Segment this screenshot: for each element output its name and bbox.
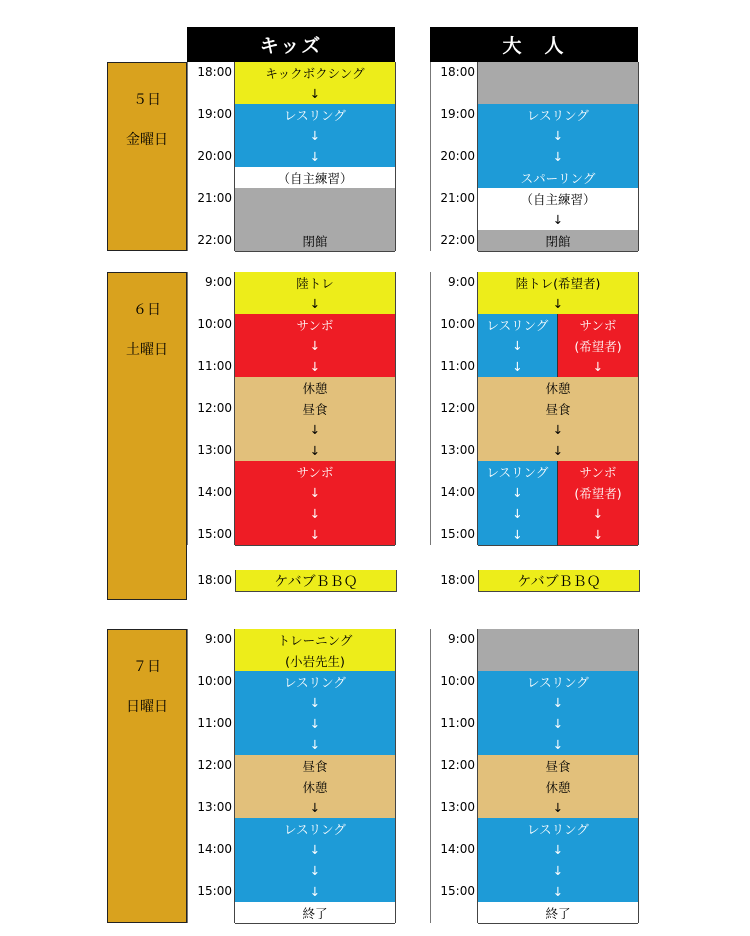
adults-cell: 休憩 bbox=[478, 776, 638, 798]
kids-cell: ↓ bbox=[235, 524, 395, 546]
adults-cell: サンボ bbox=[558, 314, 638, 336]
kids-cell: ↓ bbox=[235, 83, 395, 105]
kids-cell: 昼食 bbox=[235, 398, 395, 420]
kids-cell: ↓ bbox=[235, 335, 395, 357]
time-label: 13:00 bbox=[440, 443, 475, 457]
time-label: 12:00 bbox=[440, 758, 475, 772]
kids-cell: ↓ bbox=[235, 860, 395, 882]
time-label: 22:00 bbox=[197, 233, 232, 247]
adults-cell: (希望者) bbox=[558, 335, 638, 357]
time-label: 10:00 bbox=[197, 674, 232, 688]
time-label: 10:00 bbox=[197, 317, 232, 331]
adults-cell: ↓ bbox=[478, 503, 558, 525]
kids-cell: ↓ bbox=[235, 440, 395, 462]
adults-cell: ↓ bbox=[478, 797, 638, 819]
time-label: 10:00 bbox=[440, 674, 475, 688]
time-label: 13:00 bbox=[197, 800, 232, 814]
adults-cell: 陸トレ(希望者) bbox=[478, 272, 638, 294]
time-label: 12:00 bbox=[197, 758, 232, 772]
adults-cell bbox=[478, 629, 638, 651]
kids-cell: ↓ bbox=[235, 692, 395, 714]
day-number: ５日 bbox=[133, 92, 161, 108]
time-label: 14:00 bbox=[440, 842, 475, 856]
column-edge bbox=[638, 272, 639, 545]
kids-cell: 休憩 bbox=[235, 776, 395, 798]
time-label: 18:00 bbox=[197, 573, 232, 587]
time-label: 11:00 bbox=[197, 359, 232, 373]
time-label: 15:00 bbox=[440, 527, 475, 541]
adults-cell: ↓ bbox=[478, 146, 638, 168]
adults-cell: ↓ bbox=[478, 482, 558, 504]
time-label: 19:00 bbox=[197, 107, 232, 121]
day-of-week: 土曜日 bbox=[126, 342, 168, 358]
adults-cell: 閉館 bbox=[478, 230, 638, 252]
time-label: 18:00 bbox=[197, 65, 232, 79]
day-of-week: 日曜日 bbox=[126, 699, 168, 715]
adults-cell: ↓ bbox=[478, 335, 558, 357]
adults-cell: ↓ bbox=[478, 440, 638, 462]
kids-cell: レスリング bbox=[235, 104, 395, 126]
time-label: 9:00 bbox=[205, 275, 232, 289]
time-label: 21:00 bbox=[197, 191, 232, 205]
time-label: 9:00 bbox=[448, 632, 475, 646]
day-label-block bbox=[107, 629, 187, 923]
kids-cell: ↓ bbox=[235, 839, 395, 861]
column-edge bbox=[638, 629, 639, 923]
adults-cell: レスリング bbox=[478, 314, 558, 336]
time-label: 13:00 bbox=[197, 443, 232, 457]
time-label: 14:00 bbox=[197, 842, 232, 856]
time-label: 15:00 bbox=[197, 527, 232, 541]
adults-cell bbox=[478, 62, 638, 84]
adults-cell: レスリング bbox=[478, 104, 638, 126]
kids-cell: サンボ bbox=[235, 461, 395, 483]
adults-cell: ↓ bbox=[478, 356, 558, 378]
kids-cell: 終了 bbox=[235, 902, 395, 924]
adults-cell: ↓ bbox=[478, 860, 638, 882]
adults-cell: レスリング bbox=[478, 461, 558, 483]
time-label: 12:00 bbox=[197, 401, 232, 415]
adults-cell: ↓ bbox=[478, 881, 638, 903]
time-label: 15:00 bbox=[440, 884, 475, 898]
adults-cell: (希望者) bbox=[558, 482, 638, 504]
adults-cell: ↓ bbox=[478, 293, 638, 315]
kids-cell: 陸トレ bbox=[235, 272, 395, 294]
adults-cell: レスリング bbox=[478, 671, 638, 693]
time-label: 11:00 bbox=[440, 716, 475, 730]
kids-cell: キックボクシング bbox=[235, 62, 395, 84]
adults-cell: 休憩 bbox=[478, 377, 638, 399]
kids-cell: トレーニング bbox=[235, 629, 395, 651]
kids-cell: ↓ bbox=[235, 713, 395, 735]
kids-header: キッズ bbox=[187, 27, 395, 62]
time-label: 18:00 bbox=[440, 65, 475, 79]
time-label: 14:00 bbox=[197, 485, 232, 499]
time-label: 22:00 bbox=[440, 233, 475, 247]
time-label: 20:00 bbox=[197, 149, 232, 163]
adults-cell: スパーリング bbox=[478, 167, 638, 189]
adults-cell: 昼食 bbox=[478, 755, 638, 777]
adults-cell: ↓ bbox=[478, 839, 638, 861]
adults-cell: ↓ bbox=[478, 209, 638, 231]
column-edge bbox=[638, 62, 639, 251]
time-label: 9:00 bbox=[448, 275, 475, 289]
adults-cell: ↓ bbox=[478, 524, 558, 546]
adults-cell: ↓ bbox=[558, 356, 638, 378]
kids-cell: ↓ bbox=[235, 146, 395, 168]
adults-cell: ↓ bbox=[478, 713, 638, 735]
adults-cell: ↓ bbox=[478, 734, 638, 756]
kids-cell: ↓ bbox=[235, 419, 395, 441]
kids-cell bbox=[235, 209, 395, 231]
kids-cell: ↓ bbox=[235, 734, 395, 756]
kids-cell: ↓ bbox=[235, 125, 395, 147]
kids-cell bbox=[235, 188, 395, 210]
column-edge bbox=[395, 629, 396, 923]
kids-cell: 休憩 bbox=[235, 377, 395, 399]
time-label: 15:00 bbox=[197, 884, 232, 898]
time-label: 18:00 bbox=[440, 573, 475, 587]
adults-cell-bbq: ケバブＢＢＱ bbox=[478, 570, 640, 592]
adults-cell: ↓ bbox=[558, 524, 638, 546]
time-label: 20:00 bbox=[440, 149, 475, 163]
kids-cell: 昼食 bbox=[235, 755, 395, 777]
adults-cell: ↓ bbox=[558, 503, 638, 525]
time-label: 13:00 bbox=[440, 800, 475, 814]
day-label-block bbox=[107, 272, 187, 600]
adults-header: 大 人 bbox=[430, 27, 638, 62]
kids-cell: ↓ bbox=[235, 293, 395, 315]
kids-cell: ↓ bbox=[235, 482, 395, 504]
time-label: 21:00 bbox=[440, 191, 475, 205]
adults-cell: ↓ bbox=[478, 692, 638, 714]
adults-cell: （自主練習） bbox=[478, 188, 638, 210]
day-label-block bbox=[107, 62, 187, 251]
kids-cell: ↓ bbox=[235, 356, 395, 378]
time-label: 19:00 bbox=[440, 107, 475, 121]
kids-cell: 閉館 bbox=[235, 230, 395, 252]
adults-cell bbox=[478, 83, 638, 105]
column-edge bbox=[395, 272, 396, 545]
time-label: 11:00 bbox=[197, 716, 232, 730]
kids-cell-bbq: ケバブＢＢＱ bbox=[235, 570, 397, 592]
adults-cell: 昼食 bbox=[478, 398, 638, 420]
adults-cell: 終了 bbox=[478, 902, 638, 924]
adults-cell: サンボ bbox=[558, 461, 638, 483]
kids-cell: レスリング bbox=[235, 671, 395, 693]
day-of-week: 金曜日 bbox=[126, 132, 168, 148]
kids-cell: (小岩先生) bbox=[235, 650, 395, 672]
time-label: 9:00 bbox=[205, 632, 232, 646]
adults-cell: レスリング bbox=[478, 818, 638, 840]
time-label: 14:00 bbox=[440, 485, 475, 499]
day-number: ７日 bbox=[133, 659, 161, 675]
adults-cell: ↓ bbox=[478, 419, 638, 441]
kids-cell: ↓ bbox=[235, 881, 395, 903]
time-label: 11:00 bbox=[440, 359, 475, 373]
kids-cell: サンボ bbox=[235, 314, 395, 336]
adults-cell bbox=[478, 650, 638, 672]
adults-cell: ↓ bbox=[478, 125, 638, 147]
kids-cell: ↓ bbox=[235, 797, 395, 819]
kids-cell: ↓ bbox=[235, 503, 395, 525]
time-label: 12:00 bbox=[440, 401, 475, 415]
kids-cell: （自主練習） bbox=[235, 167, 395, 189]
time-label: 10:00 bbox=[440, 317, 475, 331]
day-number: ６日 bbox=[133, 302, 161, 318]
kids-cell: レスリング bbox=[235, 818, 395, 840]
column-edge bbox=[395, 62, 396, 251]
